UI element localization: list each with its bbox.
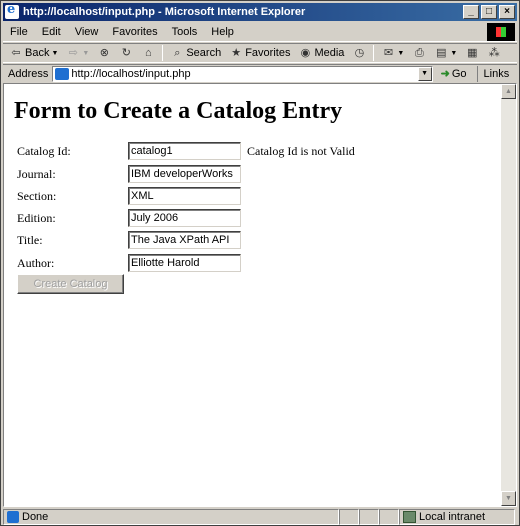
go-button[interactable] [441, 67, 467, 80]
form-row-title [17, 231, 241, 249]
mail-dropdown-icon[interactable]: ▼ [397, 49, 405, 57]
windows-logo-icon [487, 23, 515, 41]
journal-label: Journal: [17, 166, 56, 181]
status-text: Done [22, 510, 49, 523]
page-icon [55, 68, 69, 80]
discuss-button[interactable] [462, 44, 482, 62]
media-button[interactable] [295, 44, 347, 62]
web-page [4, 84, 503, 506]
title-bar [3, 3, 517, 21]
home-button[interactable] [138, 44, 158, 62]
page-title: Form to Create a Catalog Entry [14, 98, 343, 124]
toolbar [3, 43, 517, 63]
status-panel [339, 509, 359, 525]
status-bar [3, 508, 517, 525]
scroll-down-button[interactable]: ▼ [501, 491, 516, 506]
back-button[interactable] [6, 44, 61, 62]
print-icon: ⎙ [414, 47, 424, 59]
section-input[interactable] [128, 187, 241, 205]
page-done-icon [7, 511, 19, 523]
author-label: Author: [17, 255, 55, 270]
form-row-section [17, 187, 241, 205]
edition-input[interactable] [128, 209, 241, 227]
print-button[interactable] [409, 44, 429, 62]
scroll-up-button[interactable]: ▲ [501, 84, 516, 99]
ie-logo-icon [5, 5, 19, 19]
journal-input[interactable] [128, 165, 241, 183]
menu-tools[interactable]: Tools [171, 25, 198, 38]
status-panel [359, 509, 379, 525]
search-label: Search [186, 47, 222, 59]
status-panel [379, 509, 399, 525]
edit-page-icon: ▤ [436, 47, 447, 59]
messenger-icon: ⁂ [488, 47, 500, 59]
go-label: Go [451, 67, 467, 80]
address-url: http://localhost/input.php [71, 67, 191, 80]
menu-favorites[interactable]: Favorites [112, 25, 158, 38]
window-title: http://localhost/input.php - Microsoft Internet Explorer [23, 6, 306, 18]
create-catalog-button[interactable]: Create Catalog [17, 274, 124, 294]
form-row-journal [17, 165, 241, 183]
edition-label: Edition: [17, 210, 56, 225]
search-icon: ⌕ [174, 47, 181, 59]
links-button[interactable] [477, 66, 517, 82]
favorites-button[interactable] [226, 44, 293, 62]
mail-button[interactable] [378, 44, 407, 62]
edit-dropdown-icon[interactable]: ▼ [450, 49, 458, 57]
forward-arrow-icon: ⇨ [68, 47, 79, 59]
vertical-scrollbar[interactable] [501, 84, 516, 506]
close-button[interactable]: × [499, 5, 515, 19]
menu-bar [3, 22, 517, 42]
zone-text: Local intranet [419, 510, 486, 523]
stop-icon: ⊗ [99, 47, 109, 59]
maximize-button[interactable]: □ [481, 5, 497, 19]
title-label: Title: [17, 232, 43, 247]
window-controls [463, 5, 515, 19]
toolbar-separator [162, 45, 163, 61]
local-intranet-icon [403, 511, 416, 523]
catalog-id-input[interactable] [128, 142, 241, 160]
author-input[interactable] [128, 254, 241, 272]
edit-button[interactable] [431, 44, 460, 62]
menu-help[interactable]: Help [211, 25, 234, 38]
toolbar-separator [373, 45, 374, 61]
back-arrow-icon: ⇦ [11, 47, 21, 59]
back-dropdown-icon[interactable]: ▼ [51, 49, 59, 57]
back-label: Back [25, 47, 50, 59]
forward-dropdown-icon[interactable]: ▼ [82, 49, 90, 57]
messenger-button[interactable] [484, 44, 504, 62]
links-label: Links [483, 67, 510, 80]
media-icon: ◉ [300, 47, 311, 59]
forward-button[interactable] [63, 44, 92, 62]
favorites-star-icon: ★ [231, 47, 242, 59]
discuss-icon: ▦ [467, 47, 478, 59]
form-row-catalog-id [17, 142, 355, 160]
catalog-id-error: Catalog Id is not Valid [247, 143, 355, 158]
zone-panel [399, 509, 515, 525]
history-button[interactable] [349, 44, 369, 62]
menu-edit[interactable]: Edit [41, 25, 61, 38]
refresh-button[interactable] [116, 44, 136, 62]
stop-button[interactable] [94, 44, 114, 62]
media-label: Media [314, 47, 345, 59]
go-arrow-icon: ➜ [440, 68, 450, 80]
menu-file[interactable]: File [10, 25, 28, 38]
search-button[interactable] [167, 44, 224, 62]
form-row-edition [17, 209, 241, 227]
home-icon: ⌂ [145, 47, 152, 59]
address-dropdown-icon[interactable]: ▼ [418, 67, 432, 81]
catalog-id-label: Catalog Id: [17, 143, 71, 158]
mail-icon: ✉ [383, 47, 394, 59]
history-icon: ◷ [354, 47, 365, 59]
refresh-icon: ↻ [121, 47, 131, 59]
address-input[interactable] [52, 66, 432, 82]
address-bar [3, 64, 517, 82]
form-row-author [17, 254, 241, 272]
title-input[interactable] [128, 231, 241, 249]
page-viewport [3, 83, 517, 507]
section-label: Section: [17, 188, 57, 203]
address-label: Address [8, 67, 49, 80]
favorites-label: Favorites [245, 47, 291, 59]
status-text-panel [3, 509, 339, 525]
minimize-button[interactable]: _ [463, 5, 479, 19]
menu-view[interactable]: View [74, 25, 99, 38]
